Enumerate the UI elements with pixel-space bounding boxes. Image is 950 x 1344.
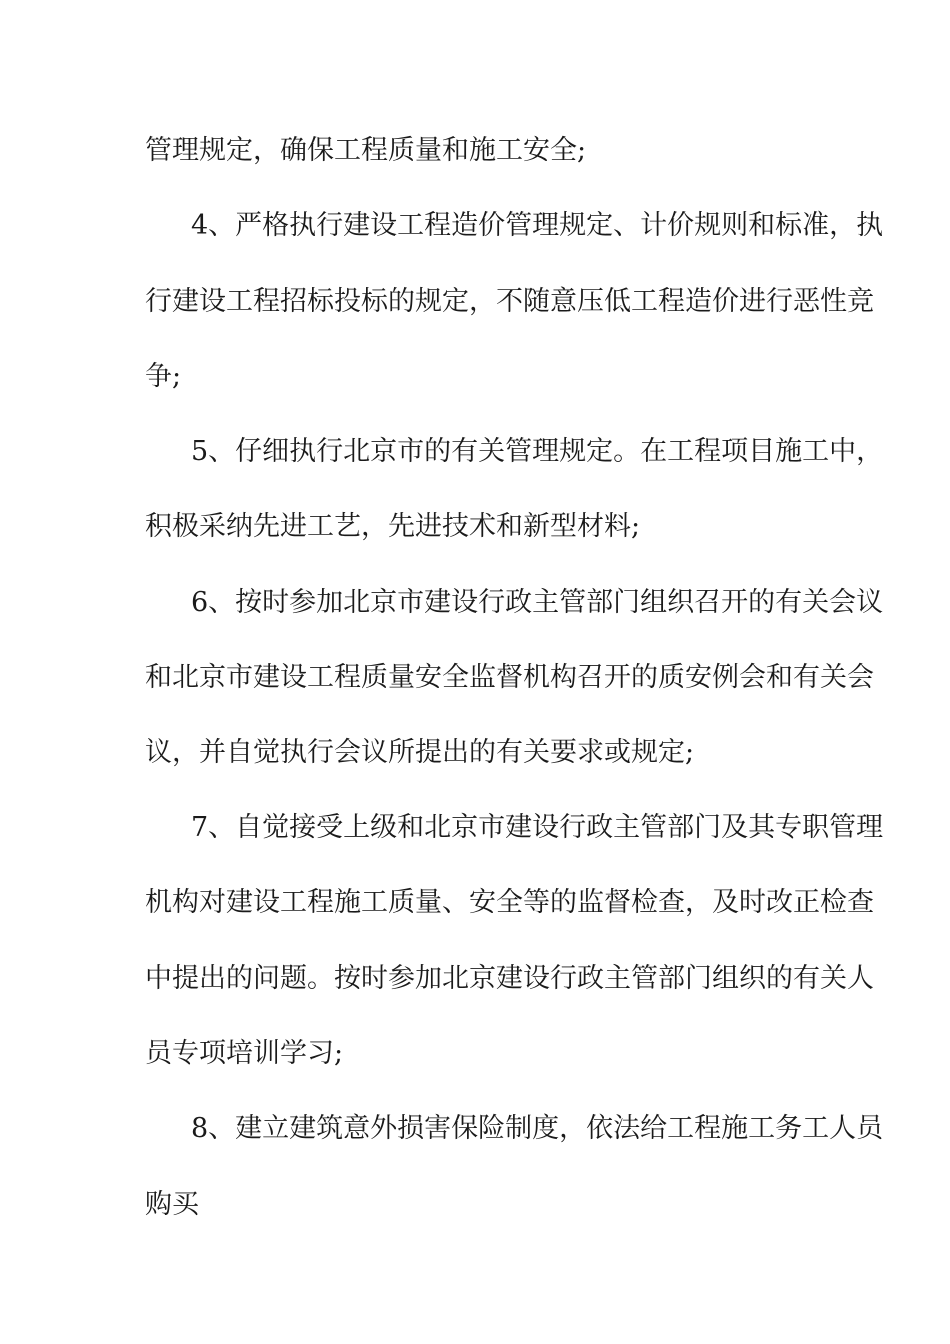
- paragraph-6-line: 6、按时参加北京市建设行政主管部门组织召开的有关会议: [191, 587, 884, 618]
- text-line: 争;: [145, 361, 182, 392]
- text-line: 中提出的问题。按时参加北京建设行政主管部门组织的有关人: [145, 963, 874, 994]
- text-line: 机构对建设工程施工质量、安全等的监督检查，及时改正检查: [145, 887, 874, 918]
- text-line: 议，并自觉执行会议所提出的有关要求或规定;: [145, 737, 695, 768]
- paragraph-8-line: 8、建立建筑意外损害保险制度，依法给工程施工务工人员: [191, 1113, 884, 1144]
- text-line: 购买: [145, 1189, 199, 1220]
- text-line: 和北京市建设工程质量安全监督机构召开的质安例会和有关会: [145, 662, 874, 693]
- text-line: 积极采纳先进工艺，先进技术和新型材料;: [145, 511, 641, 542]
- text-line: 管理规定，确保工程质量和施工安全;: [145, 135, 587, 166]
- paragraph-5-line: 5、仔细执行北京市的有关管理规定。在工程项目施工中，: [191, 436, 884, 467]
- text-line: 员专项培训学习;: [145, 1038, 344, 1069]
- paragraph-4-line: 4、严格执行建设工程造价管理规定、计价规则和标准，执: [191, 210, 884, 241]
- text-line: 行建设工程招标投标的规定，不随意压低工程造价进行恶性竞: [145, 286, 874, 317]
- paragraph-7-line: 7、自觉接受上级和北京市建设行政主管部门及其专职管理: [191, 812, 884, 843]
